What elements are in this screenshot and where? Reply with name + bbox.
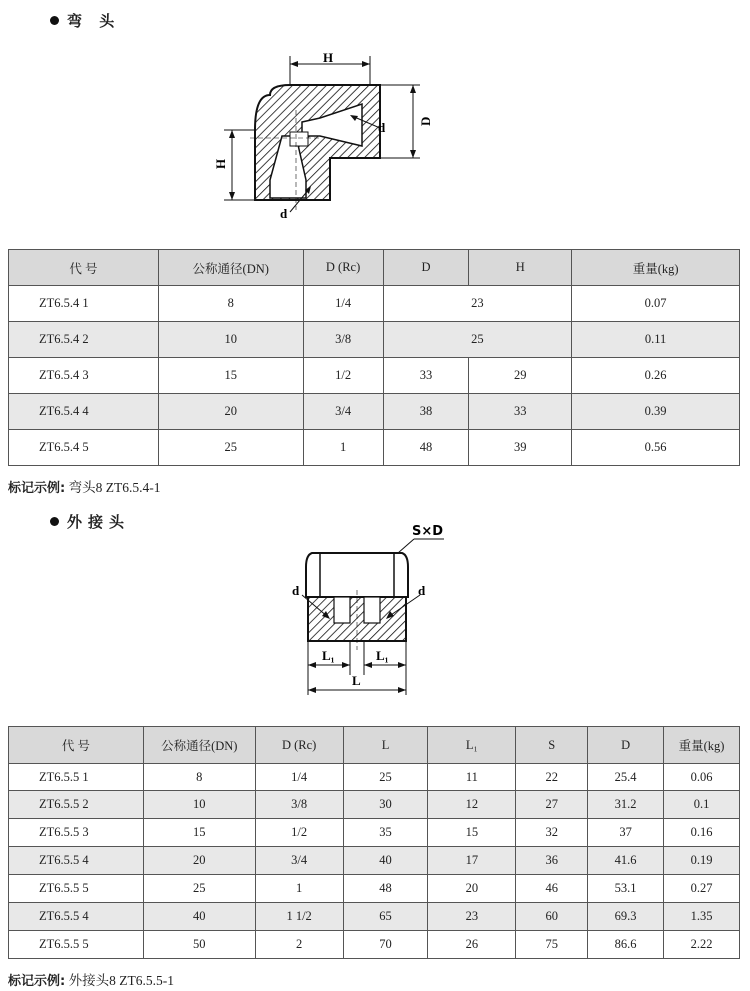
section-title-coupling: 外接头 [50,511,130,532]
cell: 53.1 [588,875,664,903]
table-row [9,394,740,430]
cell: ZT6.5.5 3 [9,819,144,847]
example-text: 外接头8 ZT6.5.5-1 [65,973,174,988]
cell: 50 [143,931,255,959]
cell: 1 [303,430,383,466]
col-header-l: L [343,727,428,764]
dim-label-L1-right: L₁ [376,648,389,663]
cell: 0.1 [664,791,740,819]
example-text: 弯头8 ZT6.5.4-1 [65,480,161,495]
col-header-s: S [516,727,588,764]
cell: 1 [255,875,343,903]
example-label: 标记示例: [8,974,66,989]
cell: ZT6.5.4 4 [9,394,159,430]
col-header-d: D [383,250,469,286]
cell: 26 [428,931,516,959]
cell: 33 [383,358,469,394]
col-header-dn: 公称通径(DN) [158,250,303,286]
cell: 32 [516,819,588,847]
cell: 0.39 [572,394,740,430]
cell: 1.35 [664,903,740,931]
cell: ZT6.5.4 5 [9,430,159,466]
table-row [9,791,740,819]
cell: 3/4 [303,394,383,430]
table-row [9,819,740,847]
table-row [9,358,740,394]
dim-label-H: H [323,50,334,65]
dim-label-d-lower: d [280,206,288,221]
marking-example-coupling [8,969,174,989]
cell: ZT6.5.5 1 [9,764,144,791]
cell: 23 [428,903,516,931]
cell: 1/2 [255,819,343,847]
cell: 38 [383,394,469,430]
cell: 65 [343,903,428,931]
cell: 0.06 [664,764,740,791]
section-title-elbow: 弯 头 [50,10,120,31]
cell: 1/4 [255,764,343,791]
cell: 15 [158,358,303,394]
cell: ZT6.5.4 3 [9,358,159,394]
table-row [9,764,740,791]
bullet-icon [50,517,59,526]
table-row [9,286,740,322]
dim-label-d-upper: d [378,120,386,135]
cell: 2.22 [664,931,740,959]
cell: 25 [383,322,572,358]
cell: 3/4 [255,847,343,875]
col-header-weight: 重量(kg) [572,250,740,286]
cell: 69.3 [588,903,664,931]
cell: 15 [428,819,516,847]
table-row [9,847,740,875]
cell: 20 [143,847,255,875]
cell: 12 [428,791,516,819]
marking-example-elbow [8,476,160,496]
cell: ZT6.5.5 2 [9,791,144,819]
cell: 46 [516,875,588,903]
cell: 70 [343,931,428,959]
cell: 0.11 [572,322,740,358]
cell: 11 [428,764,516,791]
cell: 17 [428,847,516,875]
col-header-dn: 公称通径(DN) [143,727,255,764]
col-header-d: D [588,727,664,764]
dim-label-SxD: S×D [412,525,444,539]
cell: 2 [255,931,343,959]
cell: 15 [143,819,255,847]
elbow-diagram [210,40,450,230]
col-header-rc: D (Rc) [303,250,383,286]
cell: 8 [158,286,303,322]
cell: ZT6.5.4 2 [9,322,159,358]
coupling-spec-table [8,726,740,959]
cell: 39 [469,430,572,466]
table-header-row [9,250,740,286]
cell: 48 [343,875,428,903]
cell: 22 [516,764,588,791]
table-header-row [9,727,740,764]
cell: 0.56 [572,430,740,466]
table-row [9,931,740,959]
col-header-code: 代 号 [9,250,159,286]
cell: 37 [588,819,664,847]
cell: 25.4 [588,764,664,791]
cell: 36 [516,847,588,875]
cell: 40 [143,903,255,931]
elbow-spec-table [8,249,740,466]
cell: 0.26 [572,358,740,394]
dim-label-d-right: d [418,583,426,598]
dim-label-L: L [352,673,361,688]
coupling-diagram [280,525,460,705]
cell: 0.19 [664,847,740,875]
cell: ZT6.5.5 5 [9,931,144,959]
cell: 31.2 [588,791,664,819]
cell: ZT6.5.5 5 [9,875,144,903]
table-row [9,430,740,466]
dim-label-D: D [418,116,433,126]
cell: 25 [143,875,255,903]
cell: 75 [516,931,588,959]
table-row [9,322,740,358]
cell: 41.6 [588,847,664,875]
table-row [9,875,740,903]
cell: 0.07 [572,286,740,322]
cell: 3/8 [255,791,343,819]
cell: 86.6 [588,931,664,959]
col-header-l1: L₁ [428,727,516,764]
dim-label-d-left: d [292,583,300,598]
cell: 20 [428,875,516,903]
cell: 33 [469,394,572,430]
cell: 48 [383,430,469,466]
dim-label-L1-left: L₁ [322,648,335,663]
table-row [9,903,740,931]
cell: 1 1/2 [255,903,343,931]
col-header-rc: D (Rc) [255,727,343,764]
cell: 3/8 [303,322,383,358]
example-label: 标记示例: [8,481,66,496]
cell: 1/2 [303,358,383,394]
col-header-h: H [469,250,572,286]
bullet-icon [50,16,59,25]
cell: 8 [143,764,255,791]
cell: 35 [343,819,428,847]
cell: ZT6.5.5 4 [9,903,144,931]
cell: 29 [469,358,572,394]
cell: 27 [516,791,588,819]
cell: 10 [158,322,303,358]
cell: 0.27 [664,875,740,903]
cell: 25 [343,764,428,791]
cell: 25 [158,430,303,466]
cell: 20 [158,394,303,430]
cell: 40 [343,847,428,875]
cell: 60 [516,903,588,931]
dim-label-H-left: H [213,158,228,169]
cell: 30 [343,791,428,819]
cell: 1/4 [303,286,383,322]
cell: ZT6.5.5 4 [9,847,144,875]
col-header-code: 代 号 [9,727,144,764]
cell: 10 [143,791,255,819]
cell: 0.16 [664,819,740,847]
cell: ZT6.5.4 1 [9,286,159,322]
cell: 23 [383,286,572,322]
col-header-weight: 重量(kg) [664,727,740,764]
